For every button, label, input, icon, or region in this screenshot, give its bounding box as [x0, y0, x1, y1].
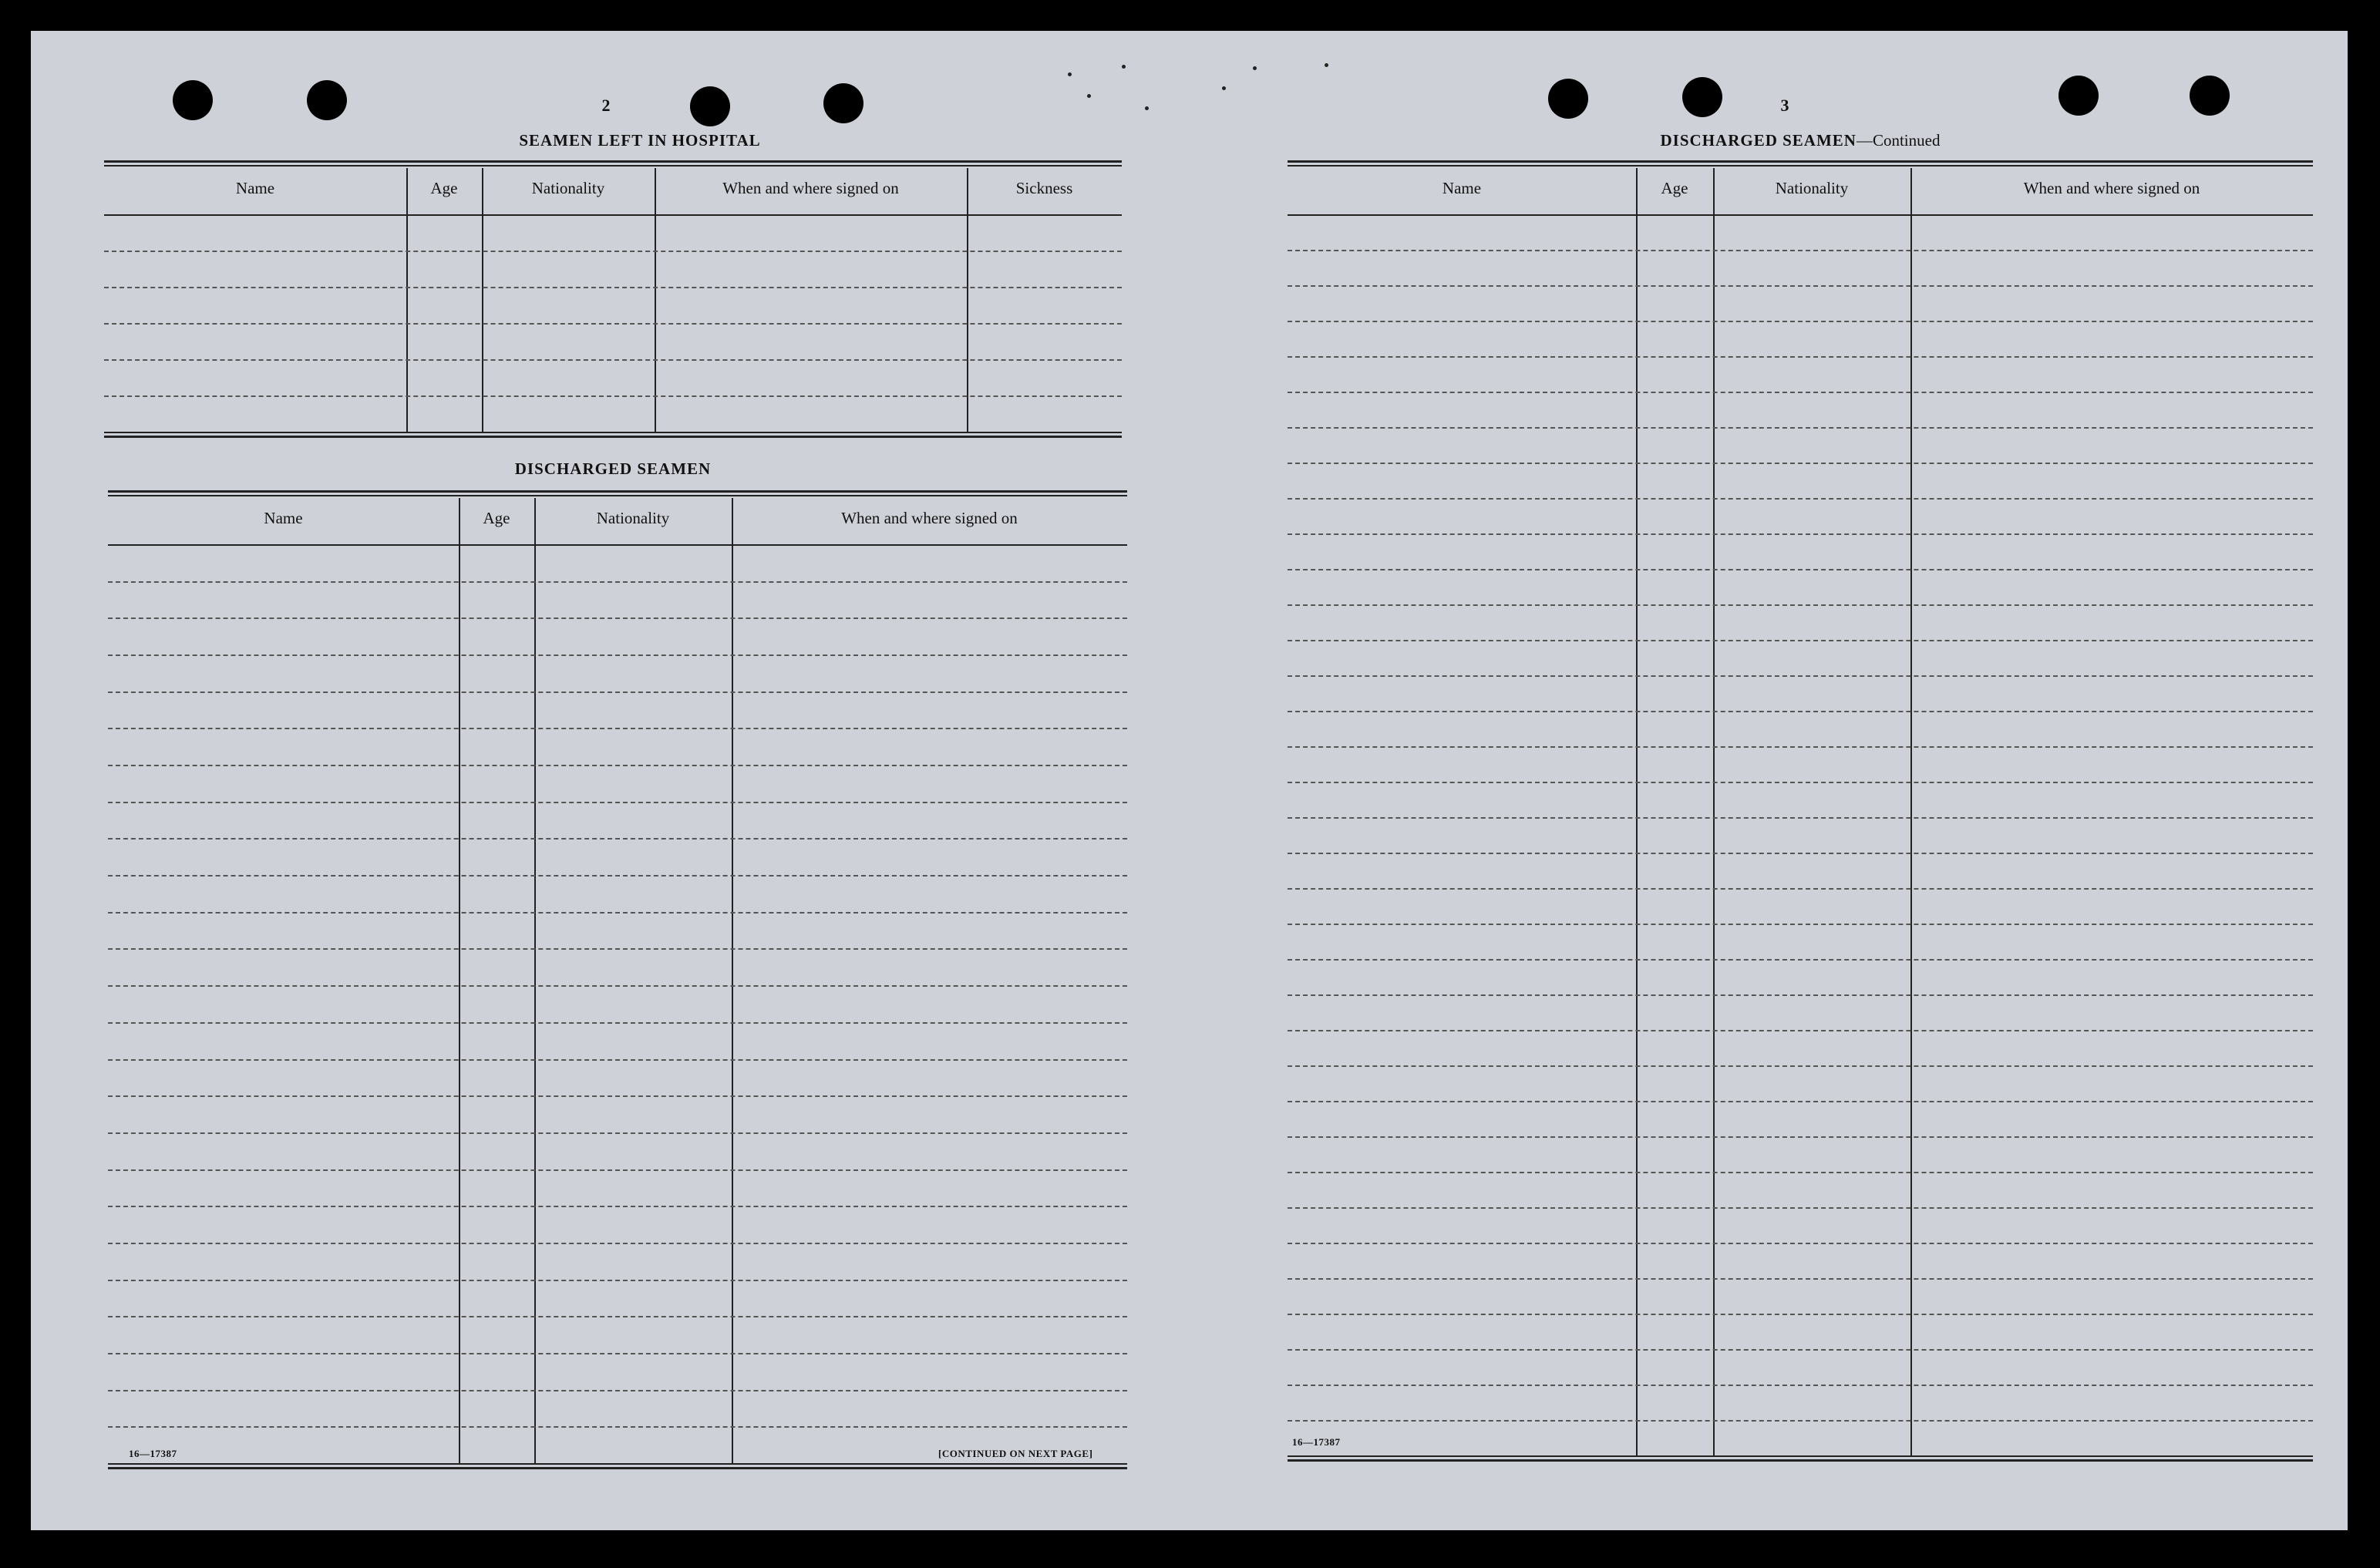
table-row: [1288, 675, 2313, 677]
table-row: [108, 1353, 1127, 1354]
table-row: [1288, 498, 2313, 500]
document-spread: [31, 31, 2348, 1530]
discharged-continued-title: [1288, 131, 2313, 150]
column-header: Name: [235, 179, 275, 197]
hospital-section-title: SEAMEN LEFT IN HOSPITAL: [519, 131, 761, 150]
table-row: [1288, 1172, 2313, 1173]
table-row: [1288, 1030, 2313, 1031]
column-divider: [1713, 168, 1715, 1455]
table-row: [1288, 853, 2313, 854]
punch-hole-3: [690, 86, 730, 126]
punch-hole-4: [823, 83, 863, 123]
table-bottom-rule: [108, 1463, 1127, 1469]
table-row: [104, 359, 1122, 361]
continued-note: [CONTINUED ON NEXT PAGE]: [938, 1448, 1093, 1459]
table-top-rule: [104, 160, 1122, 167]
table-row: [108, 728, 1127, 729]
table-row: [1288, 1065, 2313, 1067]
form-number-right: 16—17387: [1292, 1436, 1341, 1448]
speck: [1222, 86, 1226, 90]
table-row: [108, 654, 1127, 656]
column-header: Age: [483, 509, 510, 527]
punch-hole-2: [307, 80, 347, 120]
column-divider: [967, 168, 968, 432]
table-row: [1288, 782, 2313, 783]
table-row: [1288, 746, 2313, 748]
table-row: [104, 251, 1122, 252]
table-row: [1288, 321, 2313, 322]
speck: [1253, 66, 1257, 70]
hospital-table: [104, 160, 1122, 442]
column-header: When and where signed on: [2023, 179, 2200, 197]
speck: [1325, 63, 1328, 67]
form-number-left: 16—17387: [129, 1448, 177, 1459]
column-divider: [1910, 168, 1912, 1455]
discharged-table-right: [1288, 160, 2313, 1463]
table-row: [1288, 533, 2313, 535]
column-header: Nationality: [531, 179, 605, 197]
punch-hole-1: [173, 80, 213, 120]
column-header: Name: [1442, 179, 1482, 197]
page-number-right: 3: [1780, 96, 1789, 115]
table-row: [1288, 640, 2313, 641]
speck: [1122, 65, 1126, 69]
table-top-rule: [108, 490, 1127, 496]
punch-hole-6: [1682, 77, 1722, 117]
speck: [1068, 72, 1072, 76]
table-row: [104, 395, 1122, 397]
table-row: [108, 1206, 1127, 1207]
table-bottom-rule: [1288, 1455, 2313, 1462]
table-row: [1288, 1420, 2313, 1422]
table-row: [108, 875, 1127, 877]
column-header: Nationality: [1775, 179, 1849, 197]
table-row: [1288, 250, 2313, 251]
punch-hole-8: [2190, 76, 2230, 116]
header-underline: [104, 214, 1122, 216]
table-row: [108, 617, 1127, 619]
discharged-continued-suffix: —Continued: [1856, 131, 1941, 150]
column-divider: [459, 498, 460, 1463]
punch-hole-7: [2059, 76, 2099, 116]
column-header: Nationality: [596, 509, 670, 527]
table-row: [1288, 711, 2313, 712]
table-row: [1288, 427, 2313, 429]
table-row: [108, 985, 1127, 987]
table-row: [108, 838, 1127, 840]
table-row: [1288, 994, 2313, 996]
column-header: Sickness: [1015, 179, 1073, 197]
table-row: [1288, 1314, 2313, 1315]
table-row: [108, 1316, 1127, 1317]
table-row: [1288, 924, 2313, 925]
column-header: Age: [1661, 179, 1688, 197]
table-row: [108, 691, 1127, 693]
table-row: [1288, 1136, 2313, 1138]
table-top-rule: [1288, 160, 2313, 167]
column-divider: [1636, 168, 1638, 1455]
table-row: [104, 287, 1122, 288]
table-row: [1288, 1101, 2313, 1102]
discharged-table-left: [108, 490, 1127, 1428]
table-row: [108, 1095, 1127, 1097]
column-header: When and where signed on: [722, 179, 899, 197]
column-divider: [655, 168, 656, 432]
speck: [1087, 94, 1091, 98]
table-row: [108, 1169, 1127, 1171]
table-row: [1288, 463, 2313, 464]
table-row: [108, 1059, 1127, 1061]
speck: [1145, 106, 1149, 110]
discharged-continued-title-main: DISCHARGED SEAMEN: [1660, 131, 1857, 150]
column-header: Age: [430, 179, 458, 197]
header-underline: [1288, 214, 2313, 216]
table-row: [1288, 1349, 2313, 1351]
table-row: [108, 1132, 1127, 1134]
table-row: [108, 802, 1127, 803]
table-row: [1288, 888, 2313, 890]
table-row: [108, 912, 1127, 914]
column-divider: [406, 168, 408, 432]
table-row: [108, 1280, 1127, 1281]
table-row: [1288, 1243, 2313, 1244]
table-row: [1288, 1385, 2313, 1386]
table-row: [108, 765, 1127, 766]
table-bottom-rule: [104, 432, 1122, 438]
column-divider: [482, 168, 483, 432]
table-row: [108, 1022, 1127, 1024]
column-divider: [534, 498, 536, 1463]
column-header: Name: [264, 509, 303, 527]
header-underline: [108, 544, 1127, 546]
page-number-left: 2: [601, 96, 611, 115]
table-row: [108, 1390, 1127, 1391]
punch-hole-5: [1548, 79, 1588, 119]
table-row: [1288, 392, 2313, 393]
column-divider: [732, 498, 733, 1463]
discharged-section-title: DISCHARGED SEAMEN: [514, 459, 712, 478]
table-row: [1288, 604, 2313, 606]
table-row: [1288, 356, 2313, 358]
table-row: [1288, 959, 2313, 961]
table-row: [108, 581, 1127, 583]
table-row: [108, 1243, 1127, 1244]
table-row: [1288, 1207, 2313, 1209]
table-row: [1288, 285, 2313, 287]
table-row: [108, 948, 1127, 950]
table-row: [104, 323, 1122, 325]
column-header: When and where signed on: [841, 509, 1018, 527]
table-row: [1288, 1278, 2313, 1280]
table-row: [108, 1426, 1127, 1428]
table-row: [1288, 817, 2313, 819]
table-row: [1288, 569, 2313, 570]
